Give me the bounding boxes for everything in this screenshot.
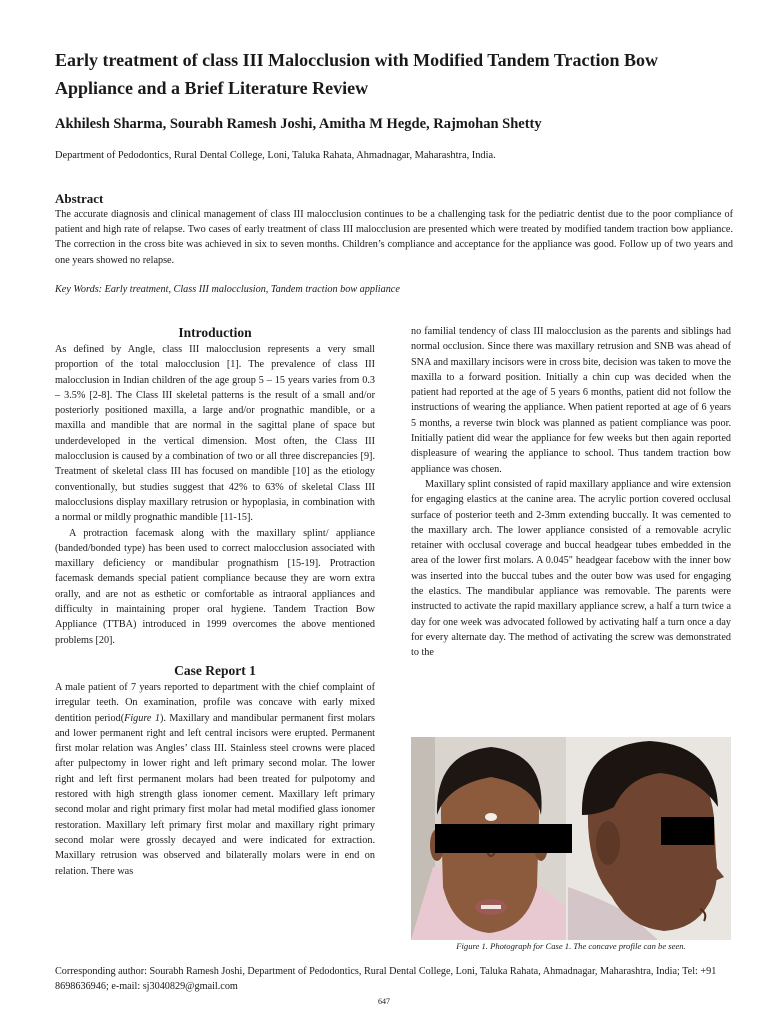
case-report-paragraph: no familial tendency of class III malocclusion as the parents and siblings had normal occlusion. Since there was maxillary retrusion and SNB was ahead of SNA and maxillary incisors were in cross bite, decision was taken to move the maxilla to a forward position. Initially a chin cup was decided when the patient had reported at the age of 5 years 6 months, patient did not follow the instructions of wearing the appliance. When patient reported at age of 6 years 5 months, a reverse twin block was planned as patient compliance was poor. Initially patient did wear the appliance for few weeks but then again reported displeasure of wearing the appliance to school. Thus tandem traction bow appliance was chosen. xyxy=(411,326,731,475)
figure-1 xyxy=(411,737,731,940)
redaction-bar xyxy=(435,824,572,853)
author-list: Akhilesh Sharma, Sourabh Ramesh Joshi, Amitha M Hegde, Rajmohan Shetty xyxy=(55,116,542,132)
introduction-paragraph: A protraction facemask along with the maxillary splint/ appliance (banded/bonded type) has been used to correct malocclusion associated with maxillary deficiency or mandibular prognathism [15-19]. Protraction facemask demands special patient compliance because they are worn extra orally, and are not as esthetic or comfortable as intraoral appliances and difficulty in maintaining proper oral hygiene. Tandem Traction Bow Appliance (TTBA) introduced in 1999 overcomes the above mentioned problems [20]. xyxy=(55,527,375,646)
right-column xyxy=(411,324,731,661)
case-report-paragraph: Maxillary splint consisted of rapid maxillary appliance and wire extension for engaging elastics at the canine area. The acrylic portion covered occlusal surface of posterior teeth and 2-3mm extending buccally. It was cemented to the maxillary arch. The lower appliance consisted of a removable acrylic retainer with occlusal coverage and buccal headgear tubes embedded in the area of the lower first molars. A 0.045" headgear facebow with the inner bow was inserted into the buccal tubes and the outer bow was used for engaging the elastics. The mandibular appliance was removable. The parents were instructed to activate the rapid maxillary appliance screw, a half a turn twice a day for one week was advocated followed by activating half a turn once a day for every alternate day. The method of activating the screw was demonstrated to the xyxy=(411,478,731,659)
abstract-heading: Abstract xyxy=(55,191,104,206)
case-report-heading: Case Report 1 xyxy=(174,662,256,678)
redaction-bar xyxy=(661,817,714,845)
corresponding-author: Corresponding author: Sourabh Ramesh Joshi, Department of Pedodontics, Rural Dental College, Loni, Taluka Rahata, Ahmadnagar, Maharashtra, India; Tel: +91 8698636946; e-mail: sj3040829@gmail.com xyxy=(55,966,717,992)
case-report-paragraph xyxy=(55,680,375,879)
page-number: 647 xyxy=(378,997,390,1006)
keywords: Key Words: Early treatment, Class III malocclusion, Tandem traction bow appliance xyxy=(55,284,400,295)
abstract-text: The accurate diagnosis and clinical management of class III malocclusion continues to be a challenging task for the pediatric dentist due to the poor compliance of patient and high rate of relapse. Two cases of early treatment of class III malocclusion are presented which were treated by modified tandem traction bow appliance. The correction in the cross bite was achieved in six to seven months. Children’s compliance and acceptance for the appliance was good. Follow up of two years and one years showed no relapse. xyxy=(55,209,733,266)
introduction-heading: Introduction xyxy=(178,325,252,340)
case-report-text: A male patient of 7 years reported to department with the chief complaint of irregular teeth. On examination, profile was concave with early mixed dentition period( xyxy=(55,681,375,724)
case-report-text: ). Maxillary and mandibular permanent first molars and lower permanent right and left central incisors were erupted. Permanent first molar relation was Angles’ class III. Stainless steel crowns were placed after pulpectomy in lower right and left primary second molar. The lower right and left first permanent molars had been treated for pulpotomy and restored with high strength glass ionomer cement. Maxillary left primary second molar and right primary first molar had metal modified glass ionomer restoration. Maxillary left primary first molar and maxillary right primary second molar were grossly decayed and were indicated for extraction. Maxillary retrusion was observed and bilaterally molars were in end on relation. There was xyxy=(55,712,375,877)
introduction-paragraph: As defined by Angle, class III malocclusion represents a very small proportion of the total malocclusion [1]. The prevalence of class III malocclusion in Indian children of the age group 5 – 15 years varies from 0.3 – 3.5% [2-8]. The Class III skeletal patterns is the result of a small and/or posteriorly positioned maxilla, a large and/or prognathic mandible, or a maxilla and mandible that are normal in the sagittal plane of space but underdeveloped in the vertical dimension. Most often, the Class III malocclusion is caused by a combination of two or all three discrepancies [9]. Treatment of skeletal class III has focused on mandible [10] as the etiology conventionally, but studies suggest that 42% to 63% of skeletal Class III malocclusions display maxillary retrusion or hypoplasia, in combination with a normal or mildly prognathic mandible [11-15]. xyxy=(55,344,375,524)
paper-title: Early treatment of class III Malocclusion with Modified Tandem Traction Bow Appliance and a Brief Literature Review xyxy=(55,50,658,98)
left-column xyxy=(55,324,375,879)
figure-caption: Figure 1. Photograph for Case 1. The concave profile can be seen. xyxy=(456,941,686,951)
affiliation: Department of Pedodontics, Rural Dental College, Loni, Taluka Rahata, Ahmadnagar, Maharashtra, India. xyxy=(55,150,496,161)
figure-reference: Figure 1 xyxy=(124,712,160,724)
